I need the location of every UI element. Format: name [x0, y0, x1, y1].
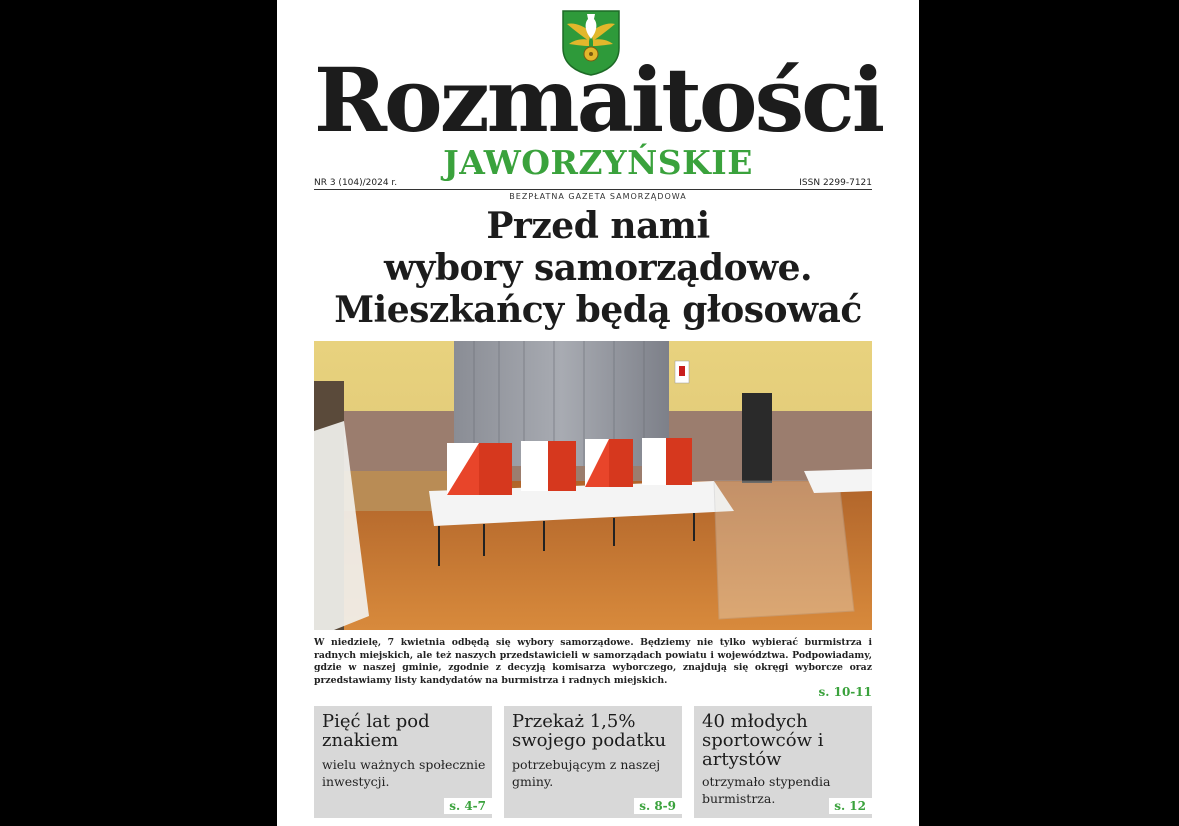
teaser-page-reference: s. 12 [829, 798, 872, 814]
teaser-text: wielu ważnych społecznie inwestycji. [322, 757, 486, 789]
teaser-page-reference: s. 8-9 [634, 798, 682, 814]
teaser-box[interactable] [694, 706, 872, 818]
teaser-text: potrzebującym z naszej gminy. [512, 757, 661, 789]
newspaper-front-page [277, 0, 919, 826]
teaser-text: otrzymało stypendia burmistrza. [702, 774, 831, 806]
headline-line: wybory samorządowe. [383, 247, 813, 289]
teaser-title: 40 młodych sportowców i artystów [702, 711, 824, 770]
issue-number: NR 3 (104)/2024 r. [314, 178, 398, 188]
teaser-page-reference: s. 4-7 [444, 798, 492, 814]
teaser-box[interactable] [504, 706, 682, 818]
masthead-title: Rozmaitości [313, 48, 883, 152]
teaser-box[interactable] [314, 706, 492, 818]
masthead-subtitle: JAWORZYŃSKIE [443, 143, 753, 182]
main-headline [297, 205, 899, 331]
masthead-tagline: BEZPŁATNA GAZETA SAMORZĄDOWA [509, 192, 687, 201]
masthead-divider [314, 189, 872, 190]
issn-number: ISSN 2299-7121 [799, 178, 872, 188]
teaser-title: Pięć lat pod znakiem [322, 711, 430, 751]
headline-line: Przed nami [486, 205, 710, 247]
lead-paragraph: W niedzielę, 7 kwietnia odbędą się wybory samorządowe. Będziemy nie tylko wybierać burmistrza i radnych miejskich, ale też naszych przedstawicieli w samorządach powiatu i województwa. Podpowiadamy, gdzie w naszej gminie, zgodnie z decyzją komisarza wyborczego, znajdują się okręgi wyborcze oraz przedstawiamy listy kandydatów na burmistrza i radnych miejskich. [314, 637, 872, 686]
lead-page-reference: s. 10-11 [818, 685, 872, 699]
polling-station-photo [314, 341, 872, 630]
headline-line: Mieszkańcy będą głosować [334, 289, 862, 331]
teaser-title: Przekaż 1,5% swojego podatku [512, 711, 667, 751]
